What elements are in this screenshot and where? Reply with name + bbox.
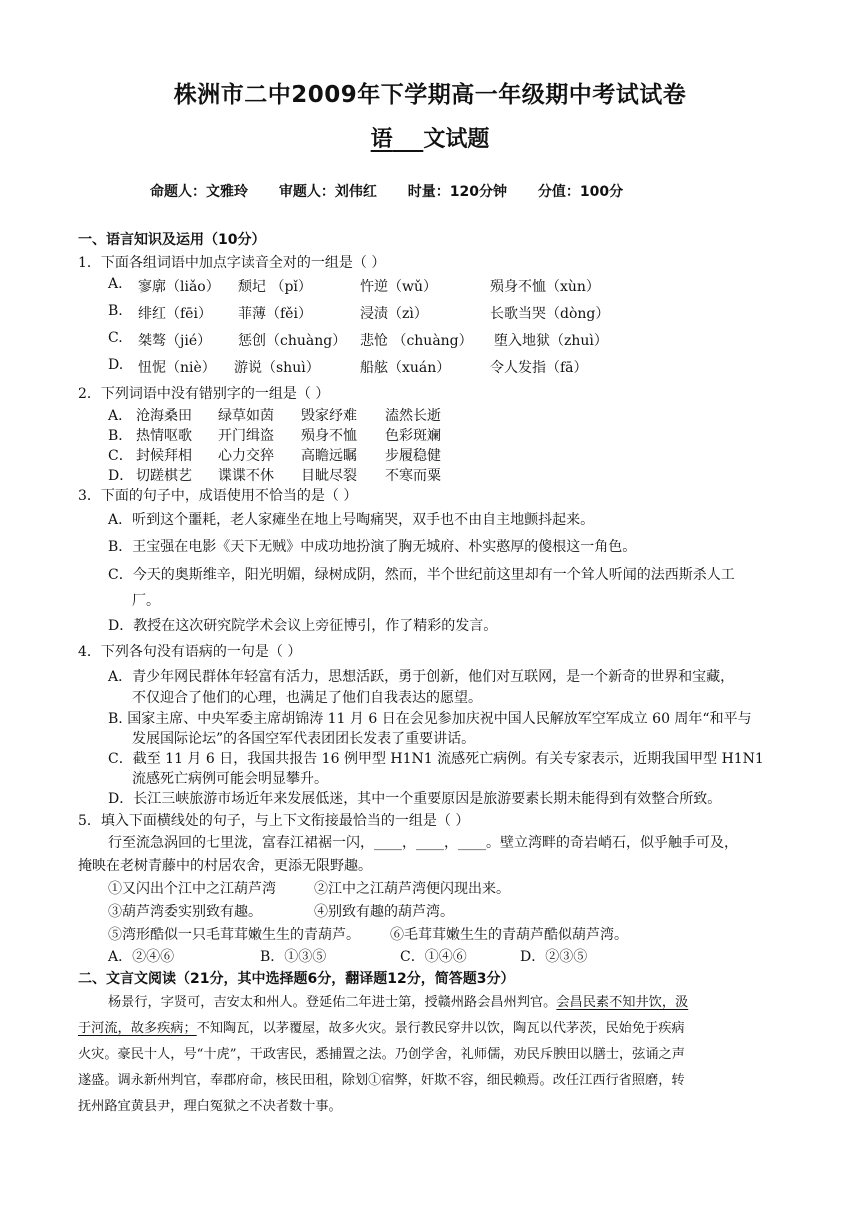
section-heading: 一、语言知识及运用（10分）: [78, 232, 266, 248]
option-word: 封候拜相: [136, 448, 192, 464]
answer-choice: C．①④⑥: [400, 949, 467, 965]
question-stem: 5．填入下面横线处的句子，与上下文衔接最恰当的一组是（ ）: [78, 813, 470, 829]
option-word: 毁家纾难: [301, 408, 357, 424]
exam-title: 株洲市二中2009年下学期高一年级期中考试试卷: [173, 82, 687, 108]
option-text: C．今天的奥斯维辛，阳光明媚，绿树成阴，然而，半个世纪前这里却有一个耸人听闻的法西斯杀人工: [108, 567, 735, 583]
option-text: B. 国家主席、中央军委主席胡锦涛 11 月 6 日在会见参加庆祝中国人民解放军空军成立 60 周年“和平与: [108, 711, 752, 727]
option-word: 桀骜（jié）: [138, 333, 212, 349]
option-word: 船舷（xuán）: [360, 360, 451, 376]
passage-line: 掩映在老树青藤中的村居农舍，更添无限野趣。: [78, 858, 372, 874]
option-label: D．: [108, 468, 134, 484]
option-word: 切蹉棋艺: [136, 468, 192, 484]
option-word: 绯红（fēi）: [138, 306, 212, 322]
option-word: 惩创（chuàng）: [238, 333, 347, 349]
total-score: 分值：100分: [537, 184, 624, 200]
exam-meta: [150, 181, 750, 201]
option-word: 忤逆（wǔ）: [360, 279, 437, 295]
option-word: 浸渍（zì）: [360, 306, 428, 322]
option-word: 目眦尽裂: [301, 468, 357, 484]
option-word: 沧海桑田: [136, 408, 192, 424]
option-word: 菲薄（fěi）: [238, 306, 312, 322]
option-word: 忸怩（niè）: [138, 360, 216, 376]
option-text: 厂。: [132, 593, 160, 609]
option-text: C．截至 11 月 6 日，我国共报告 16 例甲型 H1N1 流感死亡病例。有关专家表示，近期我国甲型 H1N1: [108, 751, 764, 767]
option-text: D．教授在这次研究院学术会议上旁征博引，作了精彩的发言。: [108, 618, 498, 634]
option-word: 开门缉盗: [218, 428, 274, 444]
answer-choice: A．②④⑥: [108, 949, 175, 965]
option-text: 不仅迎合了他们的心理，也满足了他们自我表达的愿望。: [132, 690, 482, 706]
option-label: B.: [108, 303, 123, 319]
option-text: 发展国际论坛”的各国空军代表团团长发表了重要讲话。: [132, 731, 476, 747]
option-word: 不寒而粟: [385, 468, 441, 484]
passage-line: 行至流急涡回的七里泷，富春江裙裾一闪，____，____，____。壁立湾畔的奇岩峭石，似乎触手可及，: [108, 835, 738, 851]
option-label: B．: [108, 428, 133, 444]
sentence-option: ⑤湾形酷似一只毛茸茸嫩生生的青葫芦。: [108, 927, 360, 943]
reviewer: 审题人：刘伟红: [278, 184, 377, 200]
classical-text-line: 抚州路宜黄县尹，理白冤狱之不决者数十事。: [78, 1099, 342, 1114]
subtitle-gap: [393, 127, 424, 152]
sentence-option: ②江中之江葫芦湾便闪现出来。: [314, 881, 510, 897]
section-heading: 二、文言文阅读（21分，其中选择题6分，翻译题12分，简答题3分）: [78, 971, 515, 987]
option-label: C.: [108, 330, 123, 346]
option-word: 步履稳健: [385, 448, 441, 464]
option-word: 溘然长逝: [385, 408, 441, 424]
option-word: 谍谍不休: [218, 468, 274, 484]
question-stem: 1．下面各组词语中加点字读音全对的一组是（ ）: [78, 255, 386, 271]
option-label: C．: [108, 448, 133, 464]
option-word: 长歌当哭（dòng）: [490, 306, 610, 322]
subtitle-rest-underlined: [423, 122, 489, 153]
answer-choice: B．①③⑤: [260, 949, 327, 965]
sentence-option: ⑥毛茸茸嫩生生的青葫芦酷似葫芦湾。: [390, 927, 628, 943]
option-text: 流感死亡病例可能会明显攀升。: [132, 771, 328, 787]
option-word: 绿草如茵: [218, 408, 274, 424]
classical-text: 杨景行，字贤可，吉安太和州人。登延佑二年进士第，授赣州路会昌州判官。: [108, 995, 557, 1010]
option-word: 殒身不恤: [301, 428, 357, 444]
sentence-option: ①又闪出个江中之江葫芦湾: [108, 881, 276, 897]
option-word: 颓圮 （pǐ）: [238, 279, 312, 295]
option-word: 令人发指（fā）: [490, 360, 588, 376]
exam-subtitle: [0, 122, 860, 153]
underlined-text: 于河流，故多疾病；: [78, 1021, 197, 1036]
underlined-text: 会昌民素不知井饮，汲: [556, 995, 689, 1010]
question-stem: 4．下列各句没有语病的一句是（ ）: [78, 644, 302, 660]
option-word: 悲怆 （chuàng）: [360, 333, 473, 349]
option-label: A.: [108, 276, 123, 292]
classical-text-line: [108, 994, 688, 1012]
option-word: 心力交猝: [218, 448, 274, 464]
option-word: 色彩斑斓: [385, 428, 441, 444]
option-text: B．王宝强在电影《天下无贼》中成功地扮演了胸无城府、朴实憨厚的傻根这一角色。: [108, 539, 637, 555]
question-stem: 3．下面的句子中，成语使用不恰当的是（ ）: [78, 488, 358, 504]
option-word: 堕入地狱（zhuì）: [494, 333, 608, 349]
classical-text: 不知陶瓦，以茅覆屋，故多火灾。景行教民穿井以饮，陶瓦以代茅茨，民始免于疾病: [196, 1021, 685, 1036]
setter: 命题人：文雅玲: [150, 184, 248, 200]
option-text: A．青少年网民群体年轻富有活力，思想活跃，勇于创新，他们对互联网，是一个新奇的世界和宝藏，: [108, 669, 735, 685]
sentence-option: ④别致有趣的葫芦湾。: [314, 904, 454, 920]
classical-text-line: 火灾。豪民十人，号“十虎”，干政害民，悉捕置之法。乃创学舍，礼师儒，劝民斥腴田以膳士，弦诵之声: [78, 1047, 685, 1062]
option-word: 殒身不恤（xùn）: [490, 279, 600, 295]
subtitle-char: 语: [370, 127, 393, 152]
duration: 时量：120分钟: [407, 184, 507, 200]
subtitle-rest: 文试题: [423, 127, 490, 152]
option-text: D．长江三峡旅游市场近年来发展低迷，其中一个重要原因是旅游要素长期未能得到有效整合所致。: [108, 791, 722, 807]
option-word: 热情呕歌: [136, 428, 192, 444]
option-text: A．听到这个噩耗，老人家瘫坐在地上号啕痛哭，双手也不由自主地颤抖起来。: [108, 512, 595, 528]
option-label: A．: [108, 408, 133, 424]
option-label: D.: [108, 357, 124, 373]
question-stem: 2．下列词语中没有错别字的一组是（ ）: [78, 386, 330, 402]
answer-choice: D．②③⑤: [520, 949, 588, 965]
classical-text-line: [78, 1020, 685, 1038]
sentence-option: ③葫芦湾委实别致有趣。: [108, 904, 262, 920]
option-word: 高瞻远瞩: [301, 448, 357, 464]
classical-text-line: 遂盛。调永新州判官，奉郡府命，核民田租，除划①宿弊，奸欺不容，细民赖焉。改任江西行省照磨，转: [78, 1073, 685, 1088]
option-word: 寥廓（liǎo）: [138, 279, 220, 295]
option-word: 游说（shuì）: [234, 360, 320, 376]
